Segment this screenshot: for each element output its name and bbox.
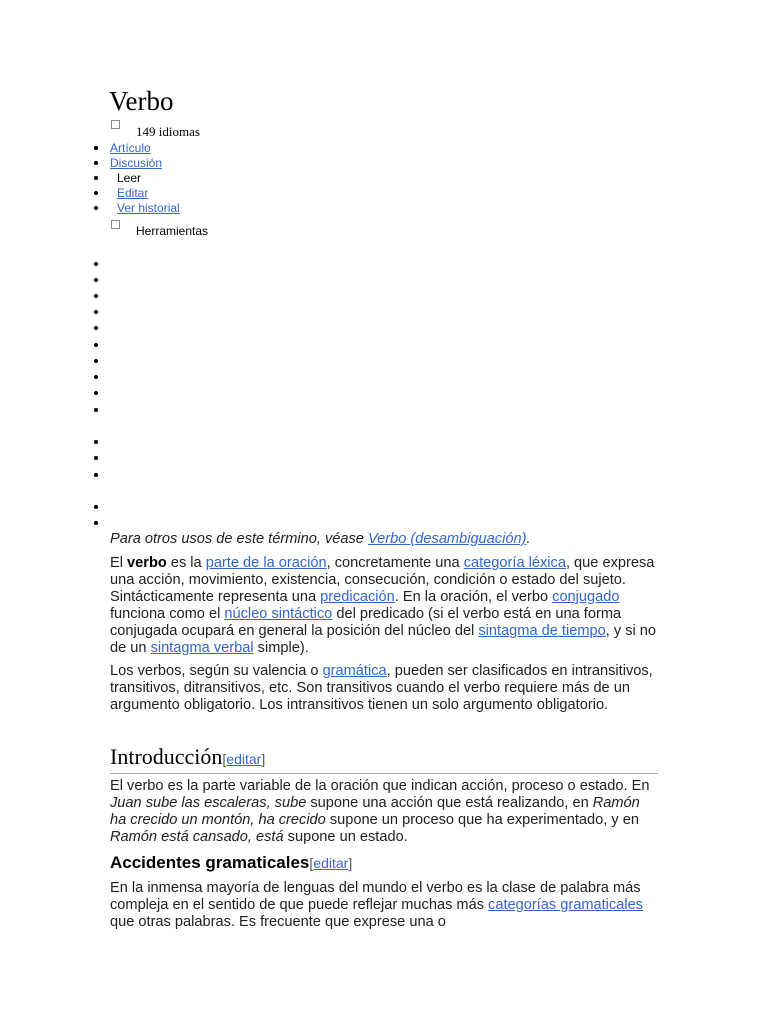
list-bullet: [94, 326, 98, 330]
section-paragraph-introduccion: El verbo es la parte variable de la oración que indican acción, proceso o estado. En Juan sube las escaleras, sube supone una acción que está realizando, en Ramón ha crecido un montón, ha crecido supone un proceso que ha experimentado, y en Ramón está cansado, está supone un estado.: [110, 778, 650, 845]
tab-read[interactable]: Leer: [117, 171, 142, 185]
list-bullet: [94, 161, 98, 165]
link-parte-oracion[interactable]: parte de la oración: [205, 555, 327, 571]
list-bullet: [94, 310, 98, 314]
tools-checkbox[interactable]: [111, 220, 120, 229]
list-bullet: [94, 391, 98, 395]
list-bullet: [94, 343, 98, 347]
intro-paragraph-2: Los verbos, según su valencia o gramática, pueden ser clasificados en intransitivos, transitivos, ditransitivos, etc. Son transitivos cuando el verbo requiere más de un argumento obligatorio. Los intransitivos tienen un solo argumento obligatorio.: [110, 663, 653, 713]
list-bullet: [94, 146, 98, 150]
hatnote: Para otros usos de este término, véase Verbo (desambiguación).: [110, 531, 531, 547]
section-heading-introduccion: Introducción[editar]: [110, 744, 658, 774]
list-bullet: [94, 278, 98, 282]
list-bullet: [94, 206, 98, 210]
list-bullet: [94, 505, 98, 509]
languages-label[interactable]: 149 idiomas: [136, 124, 200, 139]
link-sintagma-tiempo[interactable]: sintagma de tiempo: [478, 623, 606, 639]
list-bullet: [94, 521, 98, 525]
link-gramatica[interactable]: gramática: [322, 663, 387, 679]
link-categorias-gramaticales[interactable]: categorías gramaticales: [488, 897, 643, 913]
edit-section: [editar]: [309, 855, 353, 871]
disambiguation-link[interactable]: Verbo (desambiguación): [367, 531, 527, 547]
edit-section-link[interactable]: editar: [226, 751, 262, 767]
tab-history[interactable]: Ver historial: [117, 201, 180, 215]
list-bullet: [94, 176, 98, 180]
term-bold: verbo: [127, 555, 167, 571]
tab-discussion[interactable]: Discusión: [110, 156, 163, 170]
tools-label[interactable]: Herramientas: [136, 224, 209, 238]
list-bullet: [94, 375, 98, 379]
edit-section-link[interactable]: editar: [313, 855, 349, 871]
link-sintagma-verbal[interactable]: sintagma verbal: [150, 640, 254, 656]
link-conjugado[interactable]: conjugado: [552, 589, 620, 605]
list-bullet: [94, 294, 98, 298]
link-categoria-lexica[interactable]: categoría léxica: [463, 555, 566, 571]
list-bullet: [94, 191, 98, 195]
list-bullet: [94, 440, 98, 444]
tab-edit[interactable]: Editar: [117, 186, 149, 200]
list-bullet: [94, 262, 98, 266]
list-bullet: [94, 359, 98, 363]
list-bullet: [94, 456, 98, 460]
link-predicacion[interactable]: predicación: [320, 589, 395, 605]
list-bullet: [94, 408, 98, 412]
page-title: Verbo: [109, 86, 174, 116]
section-paragraph-accidentes: En la inmensa mayoría de lenguas del mundo el verbo es la clase de palabra más compleja en el sentido de que puede reflejar muchas más categorías gramaticales que otras palabras. Es frecuente que exprese una o: [110, 880, 643, 930]
intro-paragraph-1: El verbo es la parte de la oración, concretamente una categoría léxica, que expresa una acción, movimiento, existencia, consecución, condición o estado del sujeto. Sintácticamente representa una predicación. En la oración, el verbo conjugado funciona como el núcleo sintáctico del predicado (si el verbo está en una forma conjugada ocupará en general la posición del núcleo del sintagma de tiempo, y si no de un sintagma verbal simple).: [110, 555, 657, 656]
edit-section: [editar]: [222, 751, 266, 767]
languages-checkbox[interactable]: [111, 120, 120, 129]
list-bullet: [94, 473, 98, 477]
tab-article[interactable]: Artículo: [110, 141, 151, 155]
link-nucleo-sintactico[interactable]: núcleo sintáctico: [224, 606, 333, 622]
section-heading-accidentes: Accidentes gramaticales[editar]: [110, 853, 353, 872]
